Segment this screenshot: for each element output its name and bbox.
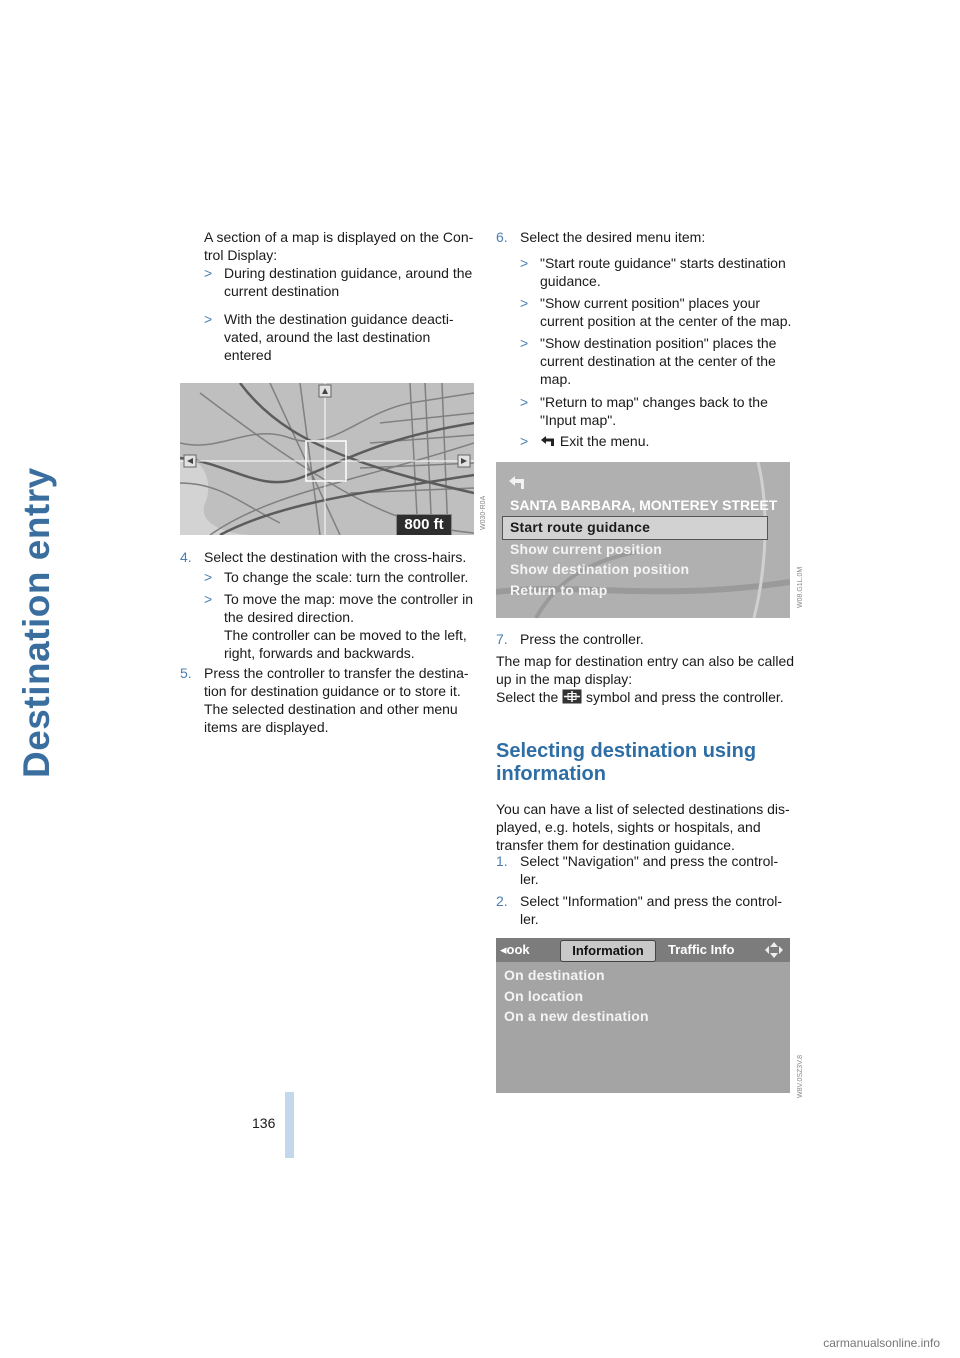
arrow-icon: > bbox=[204, 591, 213, 607]
menu-item-show-destination-position[interactable]: Show destination position bbox=[510, 561, 690, 577]
step-item: 4. Select the destination with the cross-hairs. bbox=[180, 549, 467, 565]
arrow-icon: > bbox=[204, 311, 213, 327]
intro-text: A section of a map is displayed on the Con- trol Display: bbox=[204, 229, 474, 263]
arrow-icon: > bbox=[520, 295, 529, 311]
menu-item-return-to-map[interactable]: Return to map bbox=[510, 582, 608, 598]
list-item: > With the destination guidance deacti- vated, around the last destination entered bbox=[204, 311, 454, 363]
step-item: 7. Press the controller. bbox=[496, 631, 644, 647]
paragraph: The map for destination entry can also be called up in the map display: bbox=[496, 653, 795, 687]
tab-traffic-info[interactable]: Traffic Info bbox=[668, 942, 735, 957]
back-icon[interactable] bbox=[508, 476, 526, 490]
menu-item-show-current-position[interactable]: Show current position bbox=[510, 541, 662, 557]
section-heading: Selecting destination using information bbox=[496, 740, 757, 785]
step-item: 2. Select "Information" and press the control- ler. bbox=[496, 893, 783, 927]
footer-watermark: carmanualsonline.info bbox=[823, 1336, 940, 1350]
list-item: > "Start route guidance" starts destination guidance. bbox=[520, 255, 786, 289]
list-item-on-location[interactable]: On location bbox=[504, 988, 584, 1004]
scale-label: 800 ft bbox=[396, 514, 452, 535]
tab-information[interactable]: Information bbox=[560, 940, 656, 962]
step-item: 5. Press the controller to transfer the destina- tion for destination guidance or to store it. The selected destination and other menu items are displayed. bbox=[180, 665, 469, 735]
tab-left-arrow-icon: ◂ bbox=[500, 942, 507, 957]
arrow-icon: > bbox=[520, 394, 529, 410]
list-item: > To change the scale: turn the controller. bbox=[204, 569, 469, 585]
back-arrow-icon bbox=[540, 436, 556, 447]
exit-menu-text: Exit the menu. bbox=[559, 433, 650, 449]
paragraph: You can have a list of selected destinations dis- played, e.g. hotels, sights or hospitals, and transfer them for destination guidance. bbox=[496, 801, 790, 853]
map-symbol-icon bbox=[562, 689, 582, 704]
section-title: Destination entry bbox=[16, 467, 57, 778]
arrow-icon: > bbox=[204, 265, 213, 281]
menu-expand-icon[interactable] bbox=[764, 941, 784, 959]
page-bar bbox=[285, 1092, 294, 1158]
list-item: > "Show destination position" places the current destination at the center of the map. bbox=[520, 335, 777, 387]
list-item-on-destination[interactable]: On destination bbox=[504, 967, 605, 983]
info-screen bbox=[496, 938, 790, 1093]
list-item bbox=[520, 432, 800, 450]
screen-title: SANTA BARBARA, MONTEREY STREET bbox=[510, 497, 778, 513]
menu-item-start-route-guidance[interactable]: Start route guidance bbox=[510, 519, 651, 535]
list-item: > "Return to map" changes back to the "Input map". bbox=[520, 394, 768, 428]
arrow-icon: > bbox=[520, 433, 529, 449]
list-item-on-new-destination[interactable]: On a new destination bbox=[504, 1008, 649, 1024]
list-item: > "Show current position" places your current position at the center of the map. bbox=[520, 295, 792, 329]
figure-code: W030-R0A bbox=[480, 495, 487, 530]
list-item: > During destination guidance, around the current destination bbox=[204, 265, 473, 299]
map-figure bbox=[180, 383, 474, 535]
arrow-icon: > bbox=[520, 255, 529, 271]
step-item: 1. Select "Navigation" and press the control- ler. bbox=[496, 853, 779, 887]
arrow-icon: > bbox=[204, 569, 213, 585]
paragraph: Select the symbol and press the controller. bbox=[496, 689, 784, 705]
step-item: 6. Select the desired menu item: bbox=[496, 229, 706, 245]
map-graphic bbox=[180, 383, 474, 535]
page-number: 136 bbox=[252, 1115, 276, 1131]
menu-screen bbox=[496, 462, 790, 618]
figure-code: W8V.0SZ3V.8 bbox=[797, 1054, 804, 1098]
figure-code: W08.G1L.0M bbox=[797, 566, 804, 608]
list-item: > To move the map: move the controller in the desired direction. The controller can be moved to the left, right, forwards and backwards. bbox=[204, 591, 474, 661]
arrow-icon: > bbox=[520, 335, 529, 351]
tab-address-book[interactable]: ◂ook bbox=[500, 942, 530, 957]
